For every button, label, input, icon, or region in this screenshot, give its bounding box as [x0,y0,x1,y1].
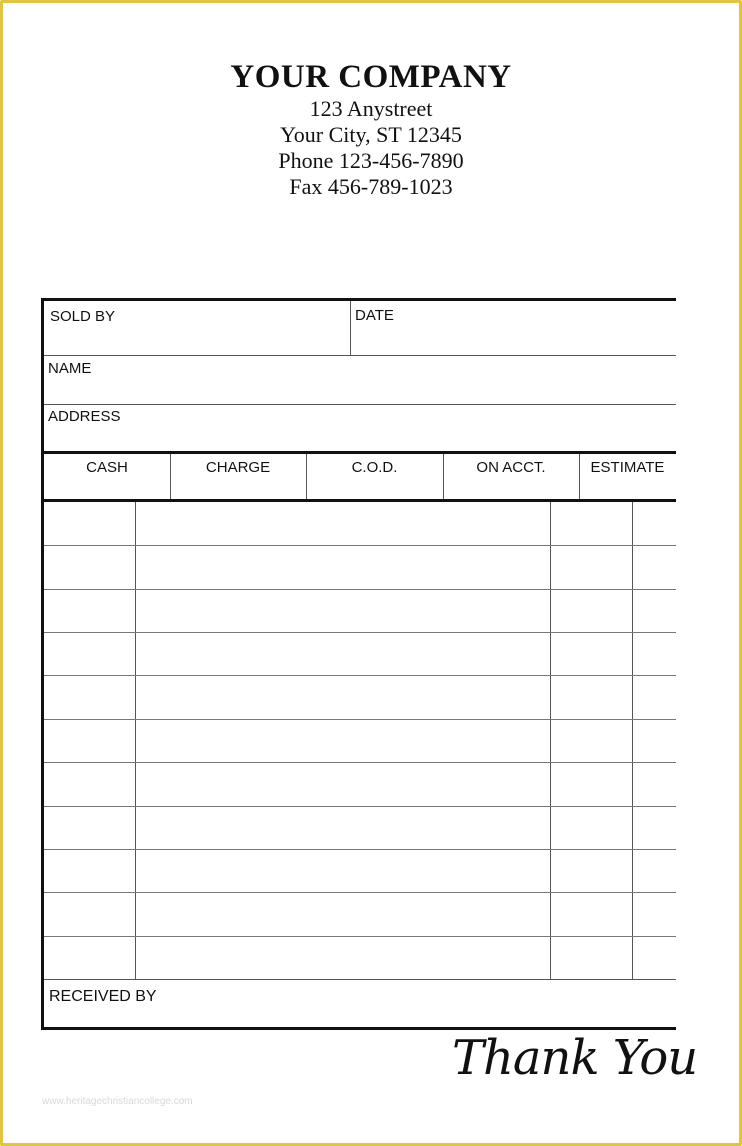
item-col-divider [135,502,136,979]
payment-bottom-border [44,499,676,502]
company-header [0,58,742,200]
item-row-line [44,632,676,633]
divider-line [44,355,676,356]
item-row-line [44,849,676,850]
payment-top-border [44,451,676,454]
company-phone: Phone 123-456-7890 [278,148,464,173]
payment-divider [170,454,171,499]
company-fax: Fax 456-789-1023 [289,174,453,199]
item-row-line [44,762,676,763]
payment-option-label: CASH [86,459,128,476]
divider-line [44,404,676,405]
payment-divider [579,454,580,499]
sold-by-label: SOLD BY [50,308,116,325]
item-row-line [44,892,676,893]
watermark: www.heritagechristiancollege.com [42,1096,193,1107]
name-label: NAME [48,360,92,377]
item-col-divider [550,502,551,979]
address-label: ADDRESS [48,408,121,425]
payment-option-label: CHARGE [205,459,271,476]
company-street: 123 Anystreet [309,96,433,121]
thank-you-signature: Thank You [452,1030,698,1086]
item-row-line [44,719,676,720]
payment-option-label: C.O.D. [351,459,398,476]
item-row-line [44,936,676,937]
payment-divider [306,454,307,499]
payment-divider [443,454,444,499]
item-col-divider [632,502,633,979]
sold-date-divider [350,301,351,355]
company-city: Your City, ST 12345 [280,122,462,147]
item-row-line [44,589,676,590]
payment-option-label: ON ACCT. [476,459,546,476]
items-bottom-line [44,979,676,980]
received-by-label: RECEIVED BY [49,988,157,1005]
sales-form [41,298,676,1030]
item-row-line [44,806,676,807]
company-name: YOUR COMPANY [230,59,512,95]
item-row-line [44,545,676,546]
item-row-line [44,675,676,676]
payment-option-label: ESTIMATE [590,459,665,476]
date-label: DATE [355,307,394,324]
